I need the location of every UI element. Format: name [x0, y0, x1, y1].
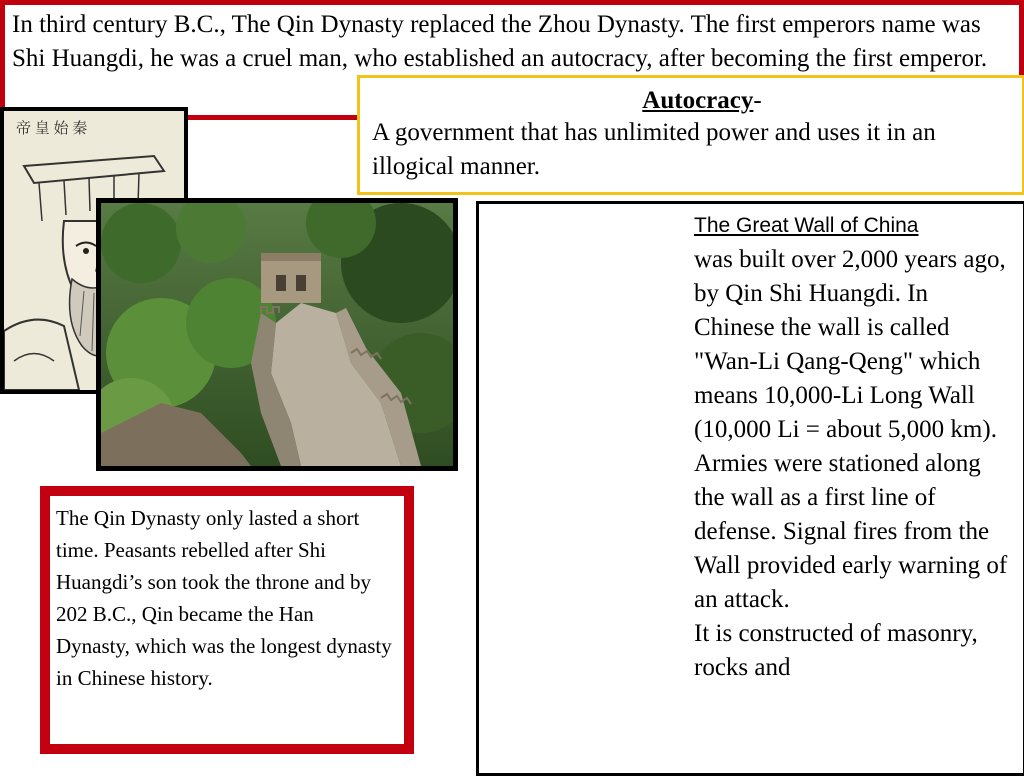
great-wall-text-box	[476, 201, 1024, 776]
portrait-caption: 帝 皇 始 秦	[16, 121, 88, 137]
intro-text: In third century B.C., The Qin Dynasty replaced the Zhou Dynasty. The first emperors name was Shi Huangdi, he was a cruel man, who established an autocracy, after becoming the first emperor.	[12, 11, 988, 72]
great-wall-paragraph-1: was built over 2,000 years ago, by Qin Shi Huangdi. In Chinese the wall is called "Wan-Li Qang-Qeng" which means 10,000-Li Long Wall (10,000 Li = about 5,000 km).	[694, 246, 1006, 443]
definition-term-suffix: -	[753, 87, 762, 114]
definition-text: A government that has unlimited power and uses it in an illogical manner.	[372, 119, 936, 180]
qin-dynasty-text-box	[40, 486, 414, 754]
great-wall-text-column	[694, 209, 1014, 685]
great-wall-paragraph-2: Armies were stationed along the wall as a first line of defense. Signal fires from the Wall provided early warning of an attack.	[694, 450, 1008, 613]
great-wall-photo	[96, 198, 458, 471]
great-wall-paragraph-3: It is constructed of masonry, rocks and	[694, 620, 978, 681]
definition-term: Autocracy	[642, 87, 754, 114]
autocracy-definition-box	[357, 75, 1024, 195]
great-wall-illustration	[101, 203, 453, 466]
qin-dynasty-text: The Qin Dynasty only lasted a short time. Peasants rebelled after Shi Huangdi’s son took the throne and by 202 B.C., Qin became the Han Dynasty, which was the longest dynasty in Chinese history.	[56, 506, 392, 690]
great-wall-title: The Great Wall of China	[694, 214, 919, 237]
definition-term-row	[372, 86, 1012, 116]
